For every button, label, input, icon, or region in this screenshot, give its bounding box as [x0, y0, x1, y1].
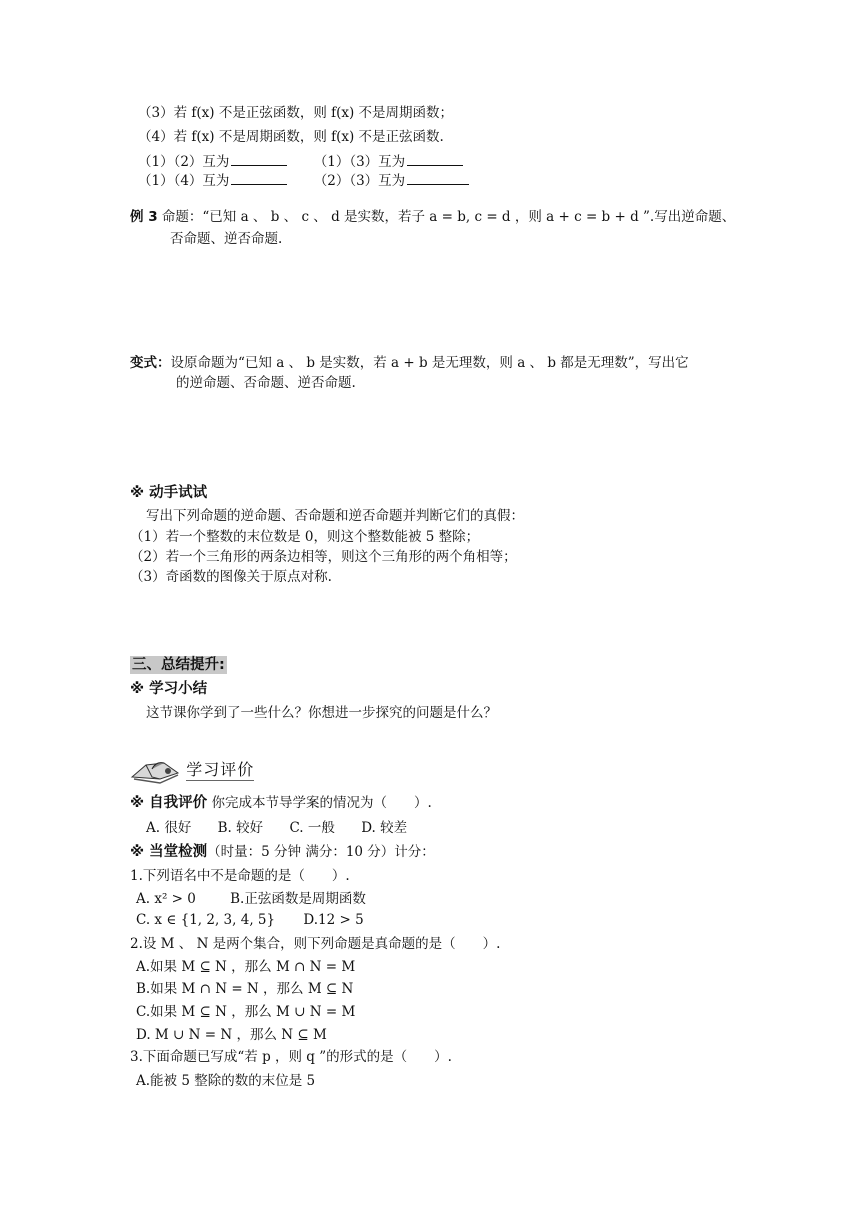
- example-3: [130, 208, 735, 226]
- question-2: 2.设 M 、 N 是两个集合，则下列命题是真命题的是（ ）.: [130, 936, 501, 952]
- q1-option-d: D.12 > 5: [303, 912, 364, 928]
- self-eval-heading: ※ 自我评价: [130, 795, 208, 811]
- summary-section-title: 三、总结提升:: [132, 657, 225, 673]
- variant-line2: 的逆命题、否命题、逆否命题.: [176, 375, 356, 391]
- try-it-heading: ※ 动手试试: [130, 485, 208, 501]
- proposition-5-line: [138, 128, 444, 146]
- option-a[interactable]: A. 很好: [146, 820, 192, 836]
- relation-row-2: [138, 171, 471, 190]
- pair-12-blank[interactable]: [231, 152, 287, 166]
- q1-option-a: A. x² > 0: [136, 891, 196, 907]
- proposition-4-line: [138, 104, 453, 122]
- question-1-row2: [136, 911, 364, 929]
- summary-heading: ※ 学习小结: [130, 681, 208, 697]
- variant: [130, 354, 689, 372]
- q1-option-b: B.正弦函数是周期函数: [230, 891, 366, 907]
- q2-option-b: B.如果 M ∩ N = N ，那么 M ⊆ N: [136, 981, 354, 997]
- self-eval-options: [146, 819, 407, 837]
- self-eval-text: 你完成本节导学案的情况为（ ）.: [211, 795, 432, 811]
- summary-text: 这节课你学到了一些什么？你想进一步探究的问题是什么？: [146, 705, 497, 721]
- question-1: 1.下列语名中不是命题的是（ ）.: [130, 868, 350, 884]
- pair-13-label: （1）（3）互为: [313, 154, 406, 170]
- q2-option-a: A.如果 M ⊆ N ，那么 M ∩ N = M: [136, 959, 356, 975]
- pair-23-label: （2）（3）互为: [313, 173, 406, 189]
- evaluation-title: 学习评价: [186, 759, 255, 779]
- try-it-item-3: （3）奇函数的图像关于原点对称.: [130, 569, 332, 585]
- variant-label: 变式：: [130, 355, 171, 371]
- pair-14-blank[interactable]: [231, 171, 287, 185]
- evaluation-header: [130, 757, 254, 787]
- pair-12-label: （1）（2）互为: [138, 154, 230, 170]
- pair-13-blank[interactable]: [407, 152, 463, 166]
- try-it-item-2: （2）若一个三角形的两条边相等，则这个三角形的两个角相等；: [130, 549, 517, 565]
- relation-row-1: [138, 152, 465, 171]
- example-3-line1: 命题：“已知 a 、 b 、 c 、 d 是实数，若子 a = b, c = d ，则 a + c = b + d ”.写出逆命题、: [161, 209, 736, 225]
- question-3: 3.下面命题已写成“若 p ，则 q ”的形式的是（ ）.: [130, 1049, 452, 1065]
- pair-23-blank[interactable]: [407, 171, 469, 185]
- q1-option-c: C. x ∈ {1, 2, 3, 4, 5}: [136, 912, 276, 928]
- q2-option-d: D. M ∪ N = N ，那么 N ⊆ M: [136, 1027, 327, 1043]
- q3-option-a: A.能被 5 整除的数的末位是 5: [136, 1073, 316, 1089]
- option-c[interactable]: C. 一般: [289, 820, 335, 836]
- test-text: （时量：5 分钟 满分：10 分）计分：: [207, 844, 435, 860]
- item-4-text: （4）若 f(x) 不是周期函数，则 f(x) 不是正弦函数.: [138, 129, 444, 145]
- example-3-label: 例 3: [130, 209, 158, 225]
- try-it-item-1: （1）若一个整数的末位数是 0，则这个整数能被 5 整除；: [130, 529, 480, 545]
- question-1-row1: [136, 890, 366, 908]
- q2-option-c: C.如果 M ⊆ N ，那么 M ∪ N = M: [136, 1004, 356, 1020]
- classroom-test: [130, 843, 435, 861]
- variant-line1: 设原命题为“已知 a 、 b 是实数，若 a + b 是无理数，则 a 、 b 都是无理数”，写出它: [170, 355, 689, 371]
- pair-14-label: （1）（4）互为: [138, 173, 230, 189]
- item-3-text: （3）若 f(x) 不是正弦函数，则 f(x) 不是周期函数；: [138, 105, 454, 121]
- book-icon: [130, 757, 182, 785]
- self-evaluation: [130, 794, 432, 812]
- option-b[interactable]: B. 较好: [217, 820, 264, 836]
- example-3-line2: 否命题、逆否命题.: [170, 231, 283, 247]
- test-heading: ※ 当堂检测: [130, 844, 208, 860]
- try-it-intro: 写出下列命题的逆命题、否命题和逆否命题并判断它们的真假：: [146, 508, 524, 524]
- option-d[interactable]: D. 较差: [361, 820, 408, 836]
